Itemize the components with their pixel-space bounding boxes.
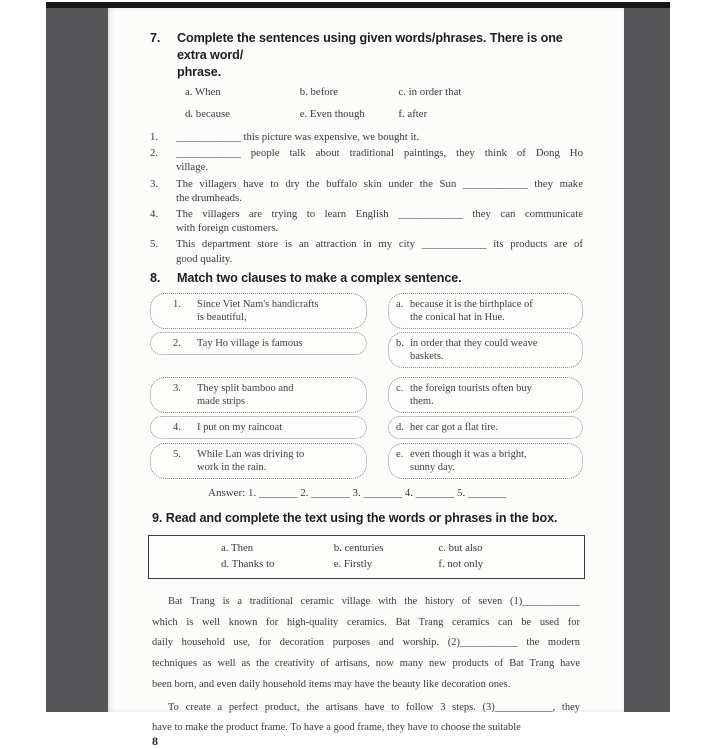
clause-box-c bbox=[388, 377, 583, 413]
clause-number: 1. bbox=[173, 298, 181, 310]
word-bank-e: e. Firstly bbox=[333, 557, 373, 570]
exercise-7-number: 7. bbox=[150, 31, 161, 45]
clause-line: Since Viet Nam's handicrafts bbox=[197, 298, 319, 310]
paragraph-line: techniques as well as the creativity of artisans, now many new products of Bat Trang have bbox=[152, 658, 580, 670]
clause-box-4 bbox=[150, 416, 367, 439]
paragraph-line: Bat Trang is a traditional ceramic village with the history of seven (1)___________ bbox=[168, 595, 580, 607]
clause-box-5 bbox=[150, 443, 367, 479]
clause-letter: c. bbox=[396, 382, 404, 394]
reading-paragraph-2 bbox=[152, 698, 580, 738]
word-bank-box bbox=[148, 535, 585, 579]
sentence-number: 5. bbox=[150, 238, 159, 251]
clause-number: 4. bbox=[173, 421, 181, 433]
clause-line: I put on my raincoat bbox=[197, 421, 283, 433]
word-bank-d: d. Thanks to bbox=[221, 557, 275, 570]
clause-text bbox=[410, 298, 576, 325]
clause-letter: e. bbox=[396, 448, 404, 460]
clause-line: While Lan was driving to bbox=[197, 448, 305, 460]
clause-box-b bbox=[388, 332, 583, 368]
clause-box-3 bbox=[150, 377, 367, 413]
clause-letter: d. bbox=[396, 421, 404, 433]
paragraph-line: have to make the product frame. To have a good frame, they have to choose the suitable bbox=[152, 721, 521, 733]
sentence-item-3 bbox=[150, 177, 624, 205]
workbook-page bbox=[108, 8, 624, 748]
clause-text bbox=[410, 337, 576, 364]
exercise-7-heading bbox=[150, 30, 624, 81]
clause-text bbox=[410, 382, 576, 409]
clause-box-d bbox=[388, 416, 583, 439]
clause-box-2 bbox=[150, 332, 367, 355]
clause-letter: b. bbox=[396, 337, 404, 349]
clause-line: in order that they could weave bbox=[410, 337, 538, 349]
paragraph-line: been born, and even daily household items may have the beauty like decoration ones. bbox=[152, 679, 511, 691]
option-c: c. in order that bbox=[398, 86, 462, 98]
word-options-row-2 bbox=[185, 108, 624, 121]
option-e: e. Even though bbox=[299, 108, 365, 120]
word-bank-f: f. not only bbox=[438, 557, 484, 570]
match-row-3 bbox=[150, 377, 583, 413]
clause-box-1 bbox=[150, 293, 367, 329]
answer-line: Answer: 1. _______ 2. _______ 3. _______ 4. _______ 5. _______ bbox=[208, 486, 507, 499]
sentence-text bbox=[176, 207, 583, 235]
exercise-7-title-line-1: Complete the sentences using given words/phrases. There is one extra word/ bbox=[177, 31, 563, 62]
reading-paragraph-1 bbox=[152, 592, 580, 696]
clause-text bbox=[410, 421, 576, 435]
clause-line: Tay Ho village is famous bbox=[197, 337, 303, 349]
clause-line: made strips bbox=[197, 396, 246, 408]
clause-line: her car got a flat tire. bbox=[410, 421, 499, 433]
sentence-list bbox=[150, 130, 624, 266]
clause-line: because it is the birthplace of bbox=[410, 298, 533, 310]
match-row-5 bbox=[150, 443, 583, 479]
sentence-text bbox=[176, 177, 583, 205]
sentence-line: village. bbox=[176, 161, 209, 174]
sentence-line: The villagers are trying to learn English ____________ they can communicate bbox=[176, 208, 583, 221]
word-bank-row-2 bbox=[149, 556, 584, 572]
option-d: d. because bbox=[185, 108, 230, 120]
exercise-8-title: Match two clauses to make a complex sentence. bbox=[177, 270, 462, 285]
word-options-row-1 bbox=[185, 86, 624, 99]
word-bank-a: a. Then bbox=[221, 541, 254, 554]
clause-text bbox=[197, 382, 358, 409]
clause-line: the conical hat in Hue. bbox=[410, 312, 505, 324]
sentence-line: The villagers have to dry the buffalo skin under the Sun ____________ they make bbox=[176, 177, 583, 190]
match-row-1 bbox=[150, 293, 583, 329]
sentence-text bbox=[176, 146, 583, 174]
paragraph-line: daily household use, for decoration purposes and worship. (2)___________ the modern bbox=[152, 637, 580, 649]
clause-line: sunny day. bbox=[410, 462, 455, 474]
option-a: a. When bbox=[185, 86, 221, 98]
clause-number: 3. bbox=[173, 382, 181, 394]
sentence-number: 3. bbox=[150, 177, 159, 190]
clause-line: the foreign tourists often buy bbox=[410, 382, 532, 394]
clause-text bbox=[197, 298, 358, 325]
sentence-number: 2. bbox=[150, 147, 159, 160]
clause-number: 2. bbox=[173, 337, 181, 349]
clause-number: 5. bbox=[173, 448, 181, 460]
sentence-item-1 bbox=[150, 130, 624, 144]
match-row-2 bbox=[150, 332, 583, 368]
sentence-text bbox=[176, 237, 583, 265]
sentence-item-2 bbox=[150, 146, 624, 174]
clause-text bbox=[410, 448, 576, 475]
exercise-7-title-line-2: phrase. bbox=[177, 65, 222, 79]
clause-line: They split bamboo and bbox=[197, 382, 294, 394]
paragraph-line: To create a perfect product, the artisans have to follow 3 steps. (3)___________, they bbox=[168, 701, 580, 713]
clause-line: baskets. bbox=[410, 351, 444, 363]
clause-box-e bbox=[388, 443, 583, 479]
clause-line: is beautiful, bbox=[197, 312, 247, 324]
exercise-8-number: 8. bbox=[150, 270, 161, 285]
paragraph-line: which is well known for high-quality ceramics. Bat Trang ceramics can be used for bbox=[152, 616, 580, 628]
exercise-7-title bbox=[177, 30, 577, 81]
sentence-line: This department store is an attraction in my city ____________ its products are of bbox=[176, 238, 583, 251]
scanned-page-background bbox=[46, 2, 670, 748]
word-options bbox=[185, 86, 624, 121]
sentence-item-5 bbox=[150, 237, 624, 265]
clause-line: even though it was a bright, bbox=[410, 448, 527, 460]
clause-letter: a. bbox=[396, 298, 404, 310]
sentence-number: 1. bbox=[150, 131, 159, 143]
sentence-item-4 bbox=[150, 207, 624, 235]
exercise-8-heading bbox=[150, 270, 624, 287]
page-number: 8 bbox=[152, 733, 158, 748]
clause-box-a bbox=[388, 293, 583, 329]
word-bank-b: b. centuries bbox=[333, 541, 384, 554]
clause-text bbox=[197, 421, 358, 435]
sentence-text bbox=[176, 130, 583, 144]
sentence-line: ____________ people talk about traditional paintings, they think of Dong Ho bbox=[176, 147, 583, 160]
word-bank-row-1 bbox=[149, 540, 584, 556]
match-row-4 bbox=[150, 416, 583, 439]
exercise-9-heading: 9. Read and complete the text using the words or phrases in the box. bbox=[152, 510, 558, 525]
option-b: b. before bbox=[299, 86, 339, 98]
clause-text bbox=[197, 448, 358, 475]
clause-line: work in the rain. bbox=[197, 462, 267, 474]
matching-exercise bbox=[150, 293, 583, 479]
clause-line: them. bbox=[410, 396, 434, 408]
sentence-line: the drumheads. bbox=[176, 191, 242, 204]
option-f: f. after bbox=[398, 108, 428, 120]
sentence-line: ____________ this picture was expensive, we bought it. bbox=[176, 131, 420, 143]
clause-text bbox=[197, 337, 358, 351]
sentence-line: good quality. bbox=[176, 252, 233, 265]
sentence-number: 4. bbox=[150, 208, 159, 221]
word-bank-c: c. but also bbox=[438, 541, 483, 554]
sentence-line: with foreign customers. bbox=[176, 222, 279, 235]
